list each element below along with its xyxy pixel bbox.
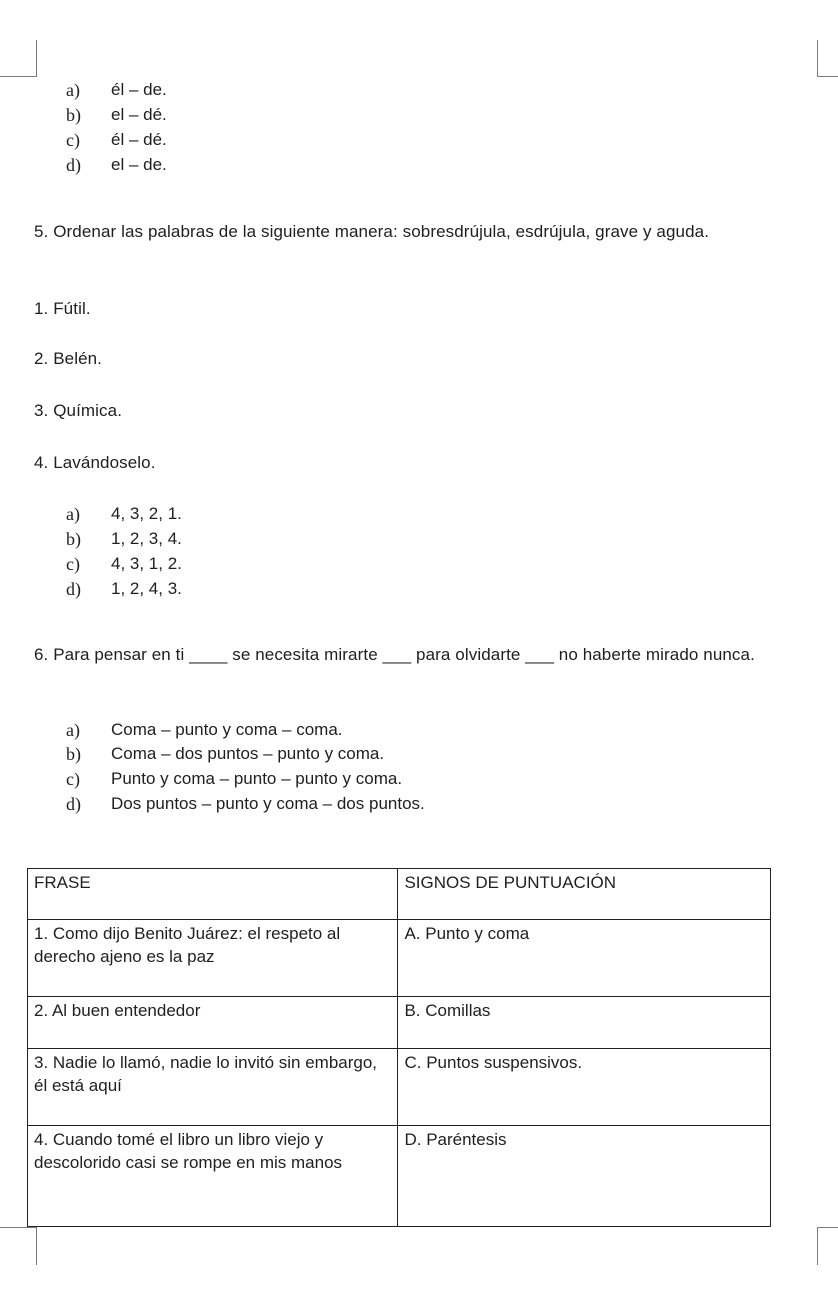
signo-cell: C. Puntos suspensivos. [398, 1049, 771, 1126]
q6-prompt: 6. Para pensar en ti ____ se necesita mirarte ___ para olvidarte ___ no haberte mirado nunca. [34, 645, 755, 664]
signo-cell: A. Punto y coma [398, 920, 771, 997]
q5-word-4: 4. Lavándoselo. [34, 453, 156, 472]
option-text: 4, 3, 1, 2. [111, 554, 182, 573]
table-row [28, 997, 771, 1049]
header-frase: FRASE [28, 869, 398, 920]
table-header-row [28, 869, 771, 920]
q5-word-3: 3. Química. [34, 401, 123, 420]
option-letter: d) [66, 579, 81, 599]
option-text: 4, 3, 2, 1. [111, 504, 182, 523]
option-text: el – de. [111, 155, 167, 174]
option-letter: c) [66, 769, 80, 789]
crop-mark-top-right-v [817, 40, 818, 77]
table-row [28, 1126, 771, 1227]
crop-mark-bottom-left-v [36, 1227, 37, 1265]
frase-cell: 3. Nadie lo llamó, nadie lo invitó sin embargo, él está aquí [28, 1049, 398, 1126]
crop-mark-top-left-v [36, 40, 37, 77]
crop-mark-top-left-h [0, 76, 36, 77]
option-text: el – dé. [111, 105, 167, 124]
option-text: 1, 2, 4, 3. [111, 579, 182, 598]
frase-cell: 2. Al buen entendedor [28, 997, 398, 1049]
q5-prompt: 5. Ordenar las palabras de la siguiente manera: sobresdrújula, esdrújula, grave y aguda. [34, 222, 710, 241]
frase-cell: 4. Cuando tomé el libro un libro viejo y descolorido casi se rompe en mis manos [28, 1126, 398, 1227]
option-letter: d) [66, 794, 81, 814]
option-text: Dos puntos – punto y coma – dos puntos. [111, 794, 425, 813]
q5-word-1: 1. Fútil. [34, 299, 91, 318]
option-letter: a) [66, 504, 80, 524]
option-text: él – dé. [111, 130, 167, 149]
option-letter: c) [66, 130, 80, 150]
option-letter: a) [66, 720, 80, 740]
crop-mark-bottom-right-h [817, 1227, 838, 1228]
punctuation-table [27, 868, 771, 1227]
q5-word-2: 2. Belén. [34, 349, 103, 368]
option-text: 1, 2, 3, 4. [111, 529, 182, 548]
signo-cell: B. Comillas [398, 997, 771, 1049]
header-signos: SIGNOS DE PUNTUACIÓN [398, 869, 771, 920]
crop-mark-bottom-right-v [817, 1227, 818, 1265]
option-letter: a) [66, 80, 80, 100]
option-text: Coma – dos puntos – punto y coma. [111, 744, 385, 763]
signo-cell: D. Paréntesis [398, 1126, 771, 1227]
table-row [28, 920, 771, 997]
option-text: Coma – punto y coma – coma. [111, 720, 343, 739]
option-text: Punto y coma – punto – punto y coma. [111, 769, 403, 788]
crop-mark-top-right-h [817, 76, 838, 77]
option-letter: b) [66, 744, 81, 764]
option-letter: b) [66, 529, 81, 549]
table-row [28, 1049, 771, 1126]
crop-mark-bottom-left-h [0, 1227, 36, 1228]
option-letter: c) [66, 554, 80, 574]
option-letter: b) [66, 105, 81, 125]
option-text: él – de. [111, 80, 167, 99]
frase-cell: 1. Como dijo Benito Juárez: el respeto al derecho ajeno es la paz [28, 920, 398, 997]
option-letter: d) [66, 155, 81, 175]
